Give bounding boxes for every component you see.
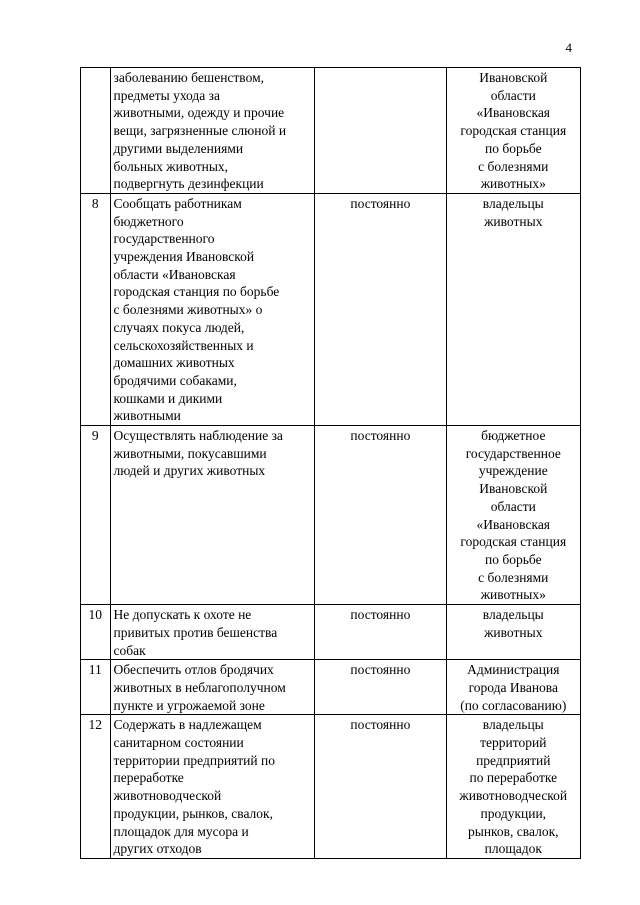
cell-text-line: вещи, загрязненные слюной и [113,123,287,139]
cell-text-line: других отходов [113,841,202,857]
cell-text-line: территорий [480,735,547,751]
cell-text-line: постоянно [350,662,411,678]
cell-text-line: случаях покуса людей, [113,319,245,335]
cell-text-line: предприятий [476,752,551,768]
term-cell [315,68,446,194]
cell-text-line: Ивановской [479,70,548,85]
cell-text-line: «Ивановская [476,516,551,532]
cell-text-line: переработке [113,770,184,786]
row-number-cell: 12 [81,715,111,859]
responsible-cell [446,715,580,859]
action-cell [110,426,315,605]
cell-text-line: области [490,498,536,514]
cell-text-line: учреждение [478,463,548,479]
cell-text-line: (по согласованию) [460,697,567,713]
cell-text-line: животноводческой [459,788,568,804]
cell-text-line: больных животных, [113,158,229,174]
cell-text-line: животноводческой [113,788,222,804]
cell-text-line: с болезнями [478,158,549,174]
term-cell [315,605,446,660]
cell-text-line: животных [484,624,543,640]
table-row [81,605,581,660]
action-cell [110,715,315,859]
row-number-cell: 8 [81,193,111,425]
cell-text-line: городская станция [460,534,567,550]
cell-text-line: санитарном состоянии [113,735,244,751]
cell-text-line: подвергнуть дезинфекции [113,176,264,192]
cell-text-line: Не допускать к охоте не [113,607,252,623]
row-number-cell [81,68,111,194]
cell-text-line: Сообщать работникам [113,195,242,211]
cell-text-line: владельцы [482,195,544,211]
row-number-cell: 11 [81,660,111,715]
responsible-cell [446,605,580,660]
cell-text-line: бюджетного [113,213,184,229]
cell-text-line: городская станция по борьбе [113,284,280,300]
cell-text-line: государственного [113,231,215,247]
term-cell [315,193,446,425]
cell-text-line: животных [484,213,543,229]
measures-table [80,67,581,859]
action-cell [110,605,315,660]
cell-text-line: учреждения Ивановской [113,249,255,265]
cell-text-line: бродячими собаками, [113,372,237,388]
page-number: 4 [565,40,572,55]
cell-text-line: владельцы [482,607,544,623]
term-cell [315,660,446,715]
cell-text-line: собак [113,642,146,658]
cell-text-line: продукции, [480,805,547,821]
cell-text-line: постоянно [350,428,411,444]
cell-text-line: по борьбе [485,551,542,567]
responsible-cell [446,660,580,715]
cell-text-line: области «Ивановская [113,266,236,282]
cell-text-line: животных» [480,587,546,603]
cell-text-line: рынков, свалок, [468,823,559,839]
cell-text-line: с болезнями животных» о [113,302,263,318]
cell-text-line: по борьбе [485,140,542,156]
responsible-cell [446,426,580,605]
cell-text-line: Администрация [467,662,560,678]
cell-text-line: домашних животных [113,355,235,371]
row-number-cell: 10 [81,605,111,660]
table-row [81,193,581,425]
table-row [81,68,581,194]
cell-text-line: животными, одежду и прочие [113,105,285,121]
cell-text-line: животных в неблагополучном [113,679,286,695]
cell-text-line: постоянно [350,717,411,733]
responsible-cell [446,68,580,194]
cell-text-line: Осуществлять наблюдение за [113,428,283,444]
cell-text-line: Обеспечить отлов бродячих [113,662,274,678]
cell-text-line: животными [113,408,181,424]
cell-text-line: владельцы [482,717,544,733]
cell-text-line: привитых против бешенства [113,624,278,640]
cell-text-line: государственное [465,445,561,461]
action-cell [110,193,315,425]
term-cell [315,715,446,859]
action-cell [110,660,315,715]
cell-text-line: «Ивановская [476,105,551,121]
cell-text-line: кошками и дикими [113,390,223,406]
table-row [81,660,581,715]
cell-text-line: сельскохозяйственных и [113,337,254,353]
cell-text-line: площадок [484,841,542,857]
cell-text-line: с болезнями [478,569,549,585]
cell-text-line: постоянно [350,607,411,623]
cell-text-line: постоянно [350,195,411,211]
cell-text-line: Ивановской [479,481,548,497]
cell-text-line: по переработке [469,770,558,786]
cell-text-line: заболеванию бешенством, [113,70,265,85]
cell-text-line: другими выделениями [113,140,244,156]
cell-text-line: города Иванова [468,679,558,695]
table-row [81,715,581,859]
cell-text-line: людей и других животных [113,463,266,479]
table-row [81,426,581,605]
cell-text-line: Содержать в надлежащем [113,717,262,733]
cell-text-line: пункте и угрожаемой зоне [113,697,265,713]
action-cell [110,68,315,194]
responsible-cell [446,193,580,425]
cell-text-line: животных» [480,176,546,192]
measures-table-body [81,68,581,859]
row-number-cell: 9 [81,426,111,605]
term-cell [315,426,446,605]
cell-text-line: бюджетное [481,428,546,444]
cell-text-line: городская станция [460,123,567,139]
cell-text-line: животными, покусавшими [113,445,267,461]
cell-text-line: площадок для мусора и [113,823,249,839]
cell-text-line: продукции, рынков, свалок, [113,805,273,821]
cell-text-line: предметы ухода за [113,87,220,103]
cell-text-line: области [490,87,536,103]
cell-text-line: территории предприятий по [113,752,275,768]
